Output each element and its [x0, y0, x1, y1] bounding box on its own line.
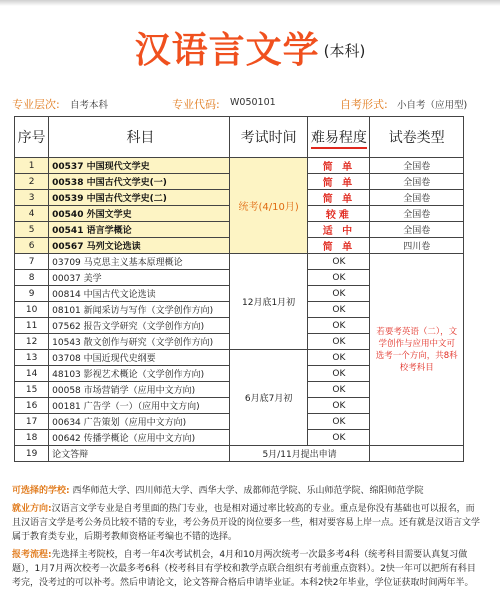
row-type: 全国卷	[370, 158, 464, 174]
meta-row	[12, 96, 490, 112]
header-time: 考试时间	[229, 117, 308, 158]
row-subject: 00642 传播学概论（应用中文方向)	[49, 430, 230, 446]
row-difficulty: OK	[308, 302, 370, 318]
row-subject: 00037 美学	[49, 270, 230, 286]
row-num: 16	[15, 398, 49, 414]
row-subject: 10543 散文创作与研究（文学创作方向)	[49, 334, 230, 350]
row-difficulty: OK	[308, 270, 370, 286]
row-subject: 论文答辩	[49, 446, 230, 462]
row-subject: 00814 中国古代文论选读	[49, 286, 230, 302]
row-difficulty: OK	[308, 286, 370, 302]
row-subject: 00538 中国古代文学史(一)	[49, 174, 230, 190]
row-type: 全国卷	[370, 174, 464, 190]
table-row	[15, 446, 464, 462]
row-subject: 07562 报告文学研究（文学创作方向)	[49, 318, 230, 334]
row-difficulty: OK	[308, 334, 370, 350]
header-num: 序号	[15, 117, 49, 158]
schools-label: 可选择的学校:	[12, 486, 70, 496]
footer-notes	[12, 484, 480, 594]
row-type: 四川卷	[370, 238, 464, 254]
row-difficulty: 适 中	[308, 222, 370, 238]
row-difficulty: OK	[308, 382, 370, 398]
row-num: 10	[15, 302, 49, 318]
time-group-4: 5月/11月提出申请	[229, 446, 370, 462]
time-group-2: 12月底1月初	[229, 254, 308, 350]
row-difficulty: 简 单	[308, 190, 370, 206]
employment-paragraph	[12, 502, 480, 544]
schools-text: 西华师范大学、四川师范大学、西华大学、成都师范学院、乐山师范学院、绵阳师范学院	[72, 486, 424, 496]
row-difficulty: 简 单	[308, 238, 370, 254]
type-note: 若要考英语（二），文学创作与应用中文可选考一个方向，共8科校考科目	[370, 254, 464, 446]
level-value: 自考本科	[70, 100, 109, 111]
process-paragraph	[12, 548, 480, 590]
row-difficulty: OK	[308, 350, 370, 366]
row-difficulty: OK	[308, 366, 370, 382]
row-type: 全国卷	[370, 222, 464, 238]
table-row	[15, 254, 464, 270]
row-subject: 00537 中国现代文学史	[49, 158, 230, 174]
row-num: 19	[15, 446, 49, 462]
level-label: 专业层次:	[12, 98, 60, 111]
row-difficulty: OK	[308, 414, 370, 430]
employment-text: 汉语言文学专业是自考里面的热门专业，也是相对通过率比较高的专业。重点是你没有基础也可以报名，而且汉语言文学是考公务员比较不错的专业，考公务员开设的岗位要多一些，相对要容易上岸一点。还有就是汉语言文学属于教育类专业，后期考教师资格证考编也不错的选择。	[12, 504, 481, 542]
row-num: 17	[15, 414, 49, 430]
row-num: 8	[15, 270, 49, 286]
row-num: 15	[15, 382, 49, 398]
process-text: 先选择主考院校，自考一年4次考试机会，4月和10月两次统考一次最多考4科（统考科目需要认真复习做题），1月7月两次校考一次最多考6科（校考科目有学校和教学点联合组织有考前重点资料）。2快一年可以把所有科目考完，没考过的可以补考。然后申请论文，论文答辩合格后申请毕业证。本科2快2年毕业，学位证获取时间两年半。	[12, 550, 476, 588]
row-num: 9	[15, 286, 49, 302]
title-block	[0, 22, 500, 73]
row-num: 7	[15, 254, 49, 270]
top-shadow	[0, 0, 500, 6]
row-subject: 00058 市场营销学（应用中文方向)	[49, 382, 230, 398]
page-title: 汉语言文学	[134, 30, 320, 71]
table-row	[15, 158, 464, 174]
row-difficulty: OK	[308, 430, 370, 446]
code-label: 专业代码:	[172, 98, 220, 111]
row-num: 13	[15, 350, 49, 366]
page-subtitle: (本科)	[323, 42, 366, 60]
header-difficulty	[308, 117, 370, 158]
row-num: 1	[15, 158, 49, 174]
row-subject: 03709 马克思主义基本原理概论	[49, 254, 230, 270]
table-header-row	[15, 117, 464, 158]
row-subject: 00181 广告学（一）（应用中文方向)	[49, 398, 230, 414]
header-difficulty-text: 难易程度	[311, 130, 367, 149]
row-num: 2	[15, 174, 49, 190]
employment-label: 就业方向:	[12, 504, 52, 514]
row-type: 全国卷	[370, 190, 464, 206]
row-subject: 03708 中国近现代史纲要	[49, 350, 230, 366]
row-difficulty: OK	[308, 254, 370, 270]
row-type: 全国卷	[370, 206, 464, 222]
time-group-3: 6月底7月初	[229, 350, 308, 446]
row-num: 6	[15, 238, 49, 254]
time-group-1: 统考(4/10月)	[229, 158, 308, 254]
row-num: 5	[15, 222, 49, 238]
row-difficulty: OK	[308, 398, 370, 414]
row-difficulty: 较难	[308, 206, 370, 222]
code-value: W050101	[230, 97, 276, 108]
row-num: 14	[15, 366, 49, 382]
row-num: 4	[15, 206, 49, 222]
row-subject: 00539 中国古代文学史(二)	[49, 190, 230, 206]
form-value: 小自考（应用型)	[397, 100, 468, 111]
row-num: 11	[15, 318, 49, 334]
row-difficulty: 简 单	[308, 158, 370, 174]
row-num: 12	[15, 334, 49, 350]
header-subject: 科目	[49, 117, 230, 158]
schools-paragraph	[12, 484, 480, 498]
header-type: 试卷类型	[370, 117, 464, 158]
course-table	[14, 116, 464, 462]
row-subject: 00634 广告策划（应用中文方向)	[49, 414, 230, 430]
row-subject: 00541 语言学概论	[49, 222, 230, 238]
row-subject: 08101 新闻采访与写作（文学创作方向)	[49, 302, 230, 318]
row-subject: 00567 马列文论选读	[49, 238, 230, 254]
row-num: 3	[15, 190, 49, 206]
row-difficulty: OK	[308, 318, 370, 334]
row-subject: 00540 外国文学史	[49, 206, 230, 222]
process-label: 报考流程:	[12, 550, 52, 560]
row-type	[370, 446, 464, 462]
row-difficulty: 简 单	[308, 174, 370, 190]
form-label: 自考形式:	[340, 98, 388, 111]
row-num: 18	[15, 430, 49, 446]
row-subject: 48103 影视艺术概论（文学创作方向)	[49, 366, 230, 382]
